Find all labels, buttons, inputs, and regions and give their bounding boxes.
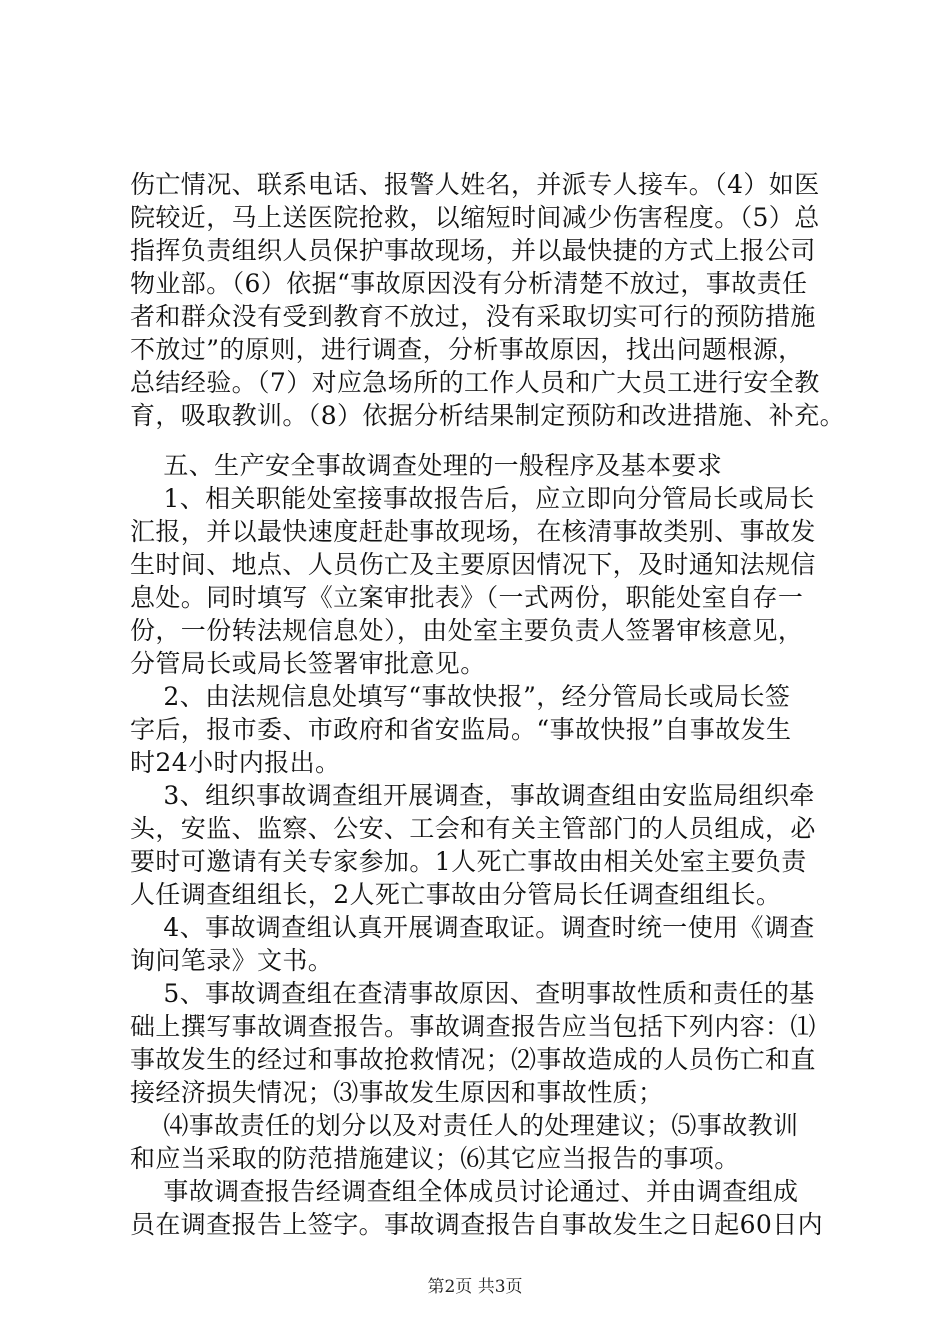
text-line: 时24小时内报出。 — [130, 748, 341, 777]
text-line: 字后，报市委、市政府和省安监局。“事故快报”自事故发生 — [130, 715, 792, 744]
document-body — [130, 168, 846, 1241]
text-line: 生时间、地点、人员伤亡及主要原因情况下，及时通知法规信 — [130, 550, 816, 579]
text-line: 询问笔录》文书。 — [130, 946, 334, 975]
text-line: 份，一份转法规信息处），由处室主要负责人签署审核意见， — [130, 616, 804, 645]
text-line: 院较近，马上送医院抢救，以缩短时间减少伤害程度。（5）总 — [130, 203, 820, 232]
page-number-footer: 第2页 共3页 — [427, 1277, 523, 1297]
text-line: ⑷事故责任的划分以及对责任人的处理建议；⑸事故教训 — [130, 1111, 799, 1140]
text-line: 要时可邀请有关专家参加。1人死亡事故由相关处室主要负责 — [130, 847, 807, 876]
text-line: 不放过”的原则，进行调查，分析事故原因，找出问题根源， — [130, 335, 804, 364]
text-line: 5、事故调查组在查清事故原因、查明事故性质和责任的基 — [130, 979, 815, 1008]
text-line: 物业部。（6）依据“事故原因没有分析清楚不放过，事故责任 — [130, 269, 808, 298]
text-line: 事故发生的经过和事故抢救情况；⑵事故造成的人员伤亡和直 — [130, 1045, 816, 1074]
text-line: 指挥负责组织人员保护事故现场，并以最快捷的方式上报公司 — [130, 236, 816, 265]
section-heading: 五、生产安全事故调查处理的一般程序及基本要求 — [130, 451, 723, 480]
text-line: 员在调查报告上签字。事故调查报告自事故发生之日起60日内 — [130, 1210, 824, 1239]
text-line: 事故调查报告经调查组全体成员讨论通过、并由调查组成 — [130, 1177, 799, 1206]
text-line: 伤亡情况、联系电话、报警人姓名，并派专人接车。（4）如医 — [130, 170, 820, 199]
text-line: 1、相关职能处室接事故报告后，应立即向分管局长或局长 — [130, 484, 815, 513]
text-line: 接经济损失情况；⑶事故发生原因和事故性质； — [130, 1078, 664, 1107]
text-line: 和应当采取的防范措施建议；⑹其它应当报告的事项。 — [130, 1144, 740, 1173]
text-line: 人任调查组组长，2人死亡事故由分管局长任调查组组长。 — [130, 880, 782, 909]
text-line: 育，吸取教训。（8）依据分析结果制定预防和改进措施、补充。 — [130, 401, 846, 430]
text-line: 3、组织事故调查组开展调查，事故调查组由安监局组织牵 — [130, 781, 815, 810]
text-line: 4、事故调查组认真开展调查取证。调查时统一使用《调查 — [130, 913, 815, 942]
text-line: 2、由法规信息处填写“事故快报”，经分管局长或局长签 — [130, 682, 791, 711]
text-line: 息处。同时填写《立案审批表》（一式两份，职能处室自存一 — [130, 583, 804, 612]
text-line: 头，安监、监察、公安、工会和有关主管部门的人员组成，必 — [130, 814, 816, 843]
text-line: 总结经验。（7）对应急场所的工作人员和广大员工进行安全教 — [130, 368, 820, 397]
text-line: 者和群众没有受到教育不放过，没有采取切实可行的预防措施 — [130, 302, 816, 331]
text-line: 础上撰写事故调查报告。事故调查报告应当包括下列内容：⑴ — [130, 1012, 816, 1041]
text-line: 分管局长或局长签署审批意见。 — [130, 649, 486, 678]
text-line: 汇报，并以最快速度赶赴事故现场，在核清事故类别、事故发 — [130, 517, 816, 546]
